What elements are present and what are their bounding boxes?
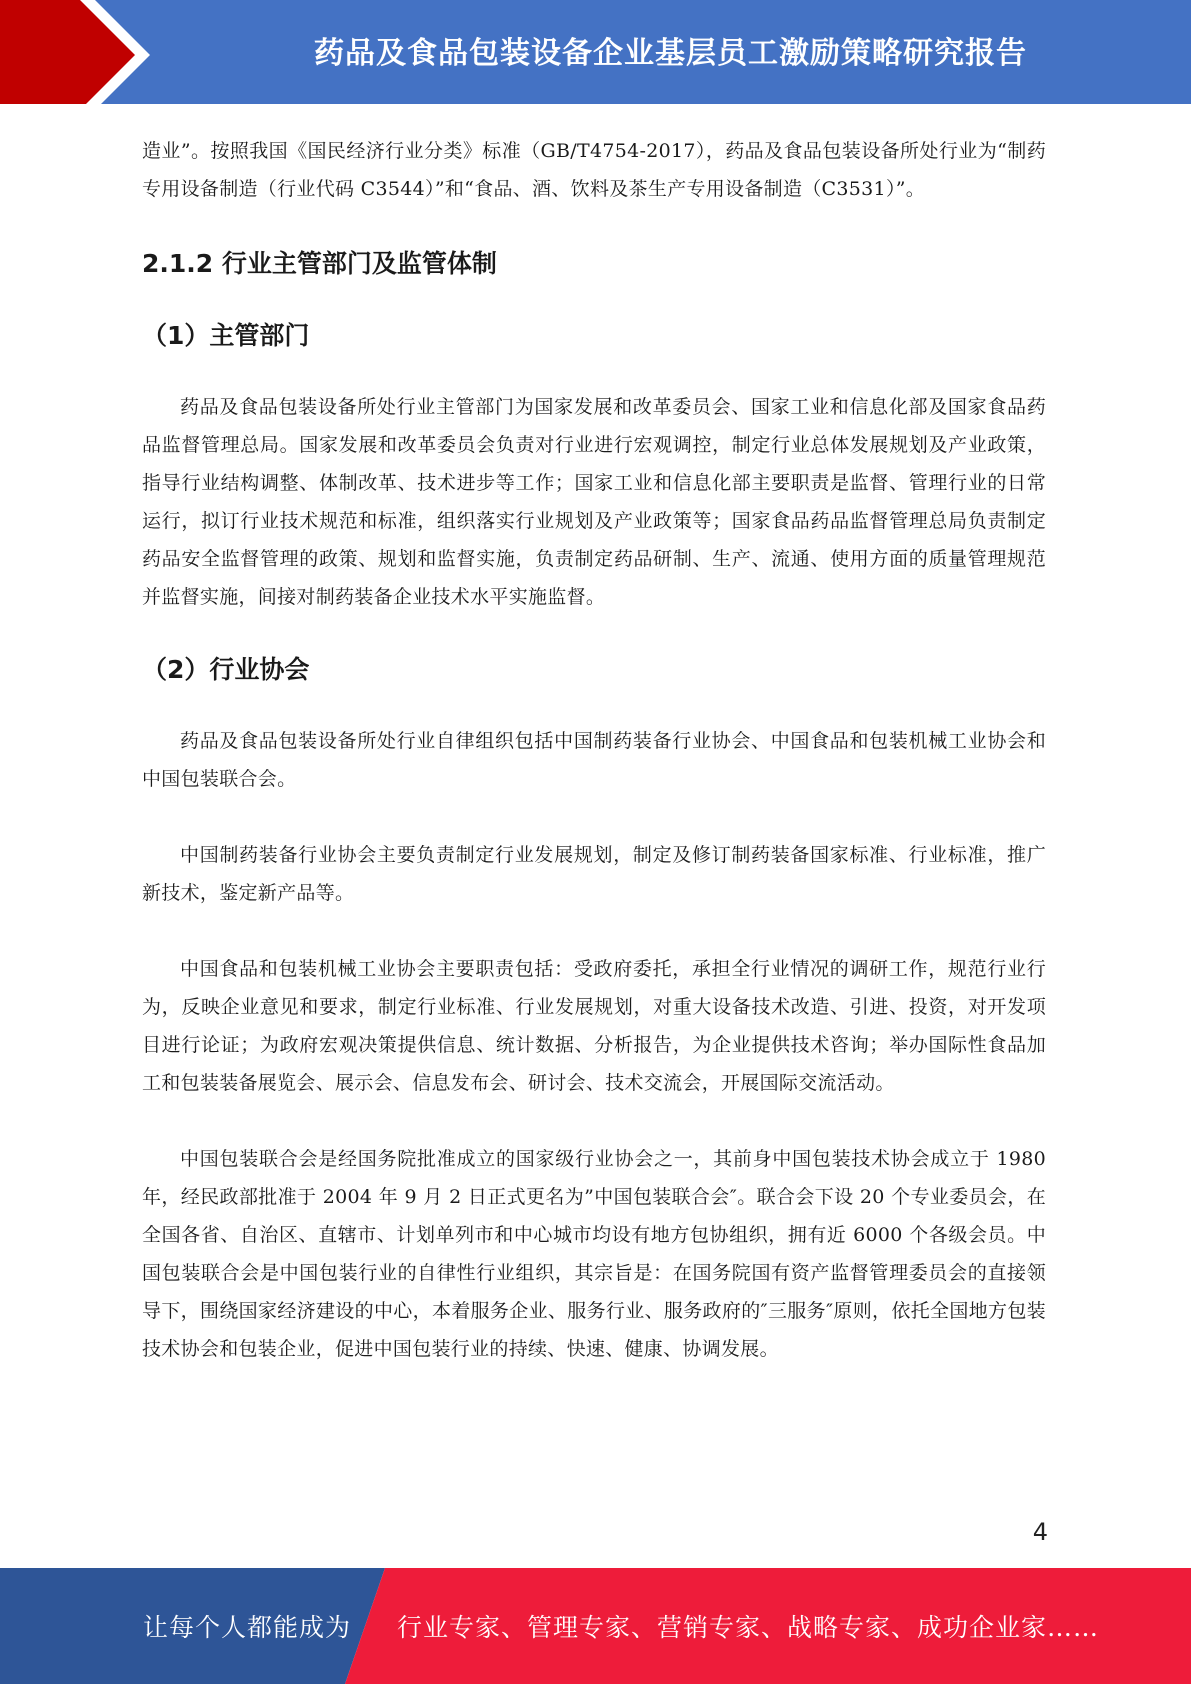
footer-slogan-right: 行业专家、管理专家、营销专家、战略专家、成功企业家…… — [397, 1613, 1100, 1642]
paragraph-2-1: 药品及食品包装设备所处行业自律组织包括中国制药装备行业协会、中国食品和包装机械工业协会和中国包装联合会。 — [142, 730, 1046, 790]
paragraph-2-4: 中国包装联合会是经国务院批准成立的国家级行业协会之一，其前身中国包装技术协会成立于 1980 年，经民政部批准于 2004 年 9 月 2 日正式更名为”中国包装联合会″。联合会下设 20 个专业委员会，在全国各省、自治区、直辖市、计划单列市和中心城市均设有地方包协组织，拥有近 6000 个各级会员。中国包装联合会是中国包装行业的自律性行业组织，其宗旨是：在国务院国有资产监督管理委员会的直接领导下，围绕国家经济建设的中心，本着服务企业、服务行业、服务政府的″三服务″原则，依托全国地方包装技术协会和包装企业，促进中国包装行业的持续、快速、健康、协调发展。 — [142, 1148, 1046, 1360]
page-number: 4 — [1032, 1518, 1048, 1546]
paragraph-2-2: 中国制药装备行业协会主要负责制定行业发展规划，制定及修订制药装备国家标准、行业标准，推广新技术，鉴定新产品等。 — [142, 844, 1046, 904]
paragraph-2-3: 中国食品和包装机械工业协会主要职责包括：受政府委托，承担全行业情况的调研工作，规范行业行为，反映企业意见和要求，制定行业标准、行业发展规划，对重大设备技术改造、引进、投资，对开发项目进行论证；为政府宏观决策提供信息、统计数据、分析报告，为企业提供技术咨询；举办国际性食品加工和包装装备展览会、展示会、信息发布会、研讨会、技术交流会，开展国际交流活动。 — [142, 958, 1046, 1094]
page-footer — [0, 1568, 1191, 1684]
document-body — [142, 132, 1046, 1368]
header-title: 药品及食品包装设备企业基层员工激励策略研究报告 — [314, 36, 1027, 71]
subsection-heading-1: （1）主管部门 — [142, 321, 310, 350]
paragraph-1-1: 药品及食品包装设备所处行业主管部门为国家发展和改革委员会、国家工业和信息化部及国家食品药品监督管理总局。国家发展和改革委员会负责对行业进行宏观调控，制定行业总体发展规划及产业政策，指导行业结构调整、体制改革、技术进步等工作；国家工业和信息化部主要职责是监督、管理行业的日常运行，拟订行业技术规范和标准，组织落实行业规划及产业政策等；国家食品药品监督管理总局负责制定药品安全监督管理的政策、规划和监督实施，负责制定药品研制、生产、流通、使用方面的质量管理规范并监督实施，间接对制药装备企业技术水平实施监督。 — [142, 396, 1046, 608]
subsection-heading-2: （2）行业协会 — [142, 655, 310, 684]
intro-paragraph: 造业”。按照我国《国民经济行业分类》标准（GB/T4754-2017），药品及食品包装设备所处行业为“制药专用设备制造（行业代码 C3544）”和“食品、酒、饮料及茶生产专用设备制造（C3531）”。 — [142, 140, 1046, 200]
page-header — [0, 0, 1191, 110]
section-heading: 2.1.2 行业主管部门及监管体制 — [142, 249, 497, 278]
footer-slogan-left: 让每个人都能成为 — [143, 1613, 352, 1642]
